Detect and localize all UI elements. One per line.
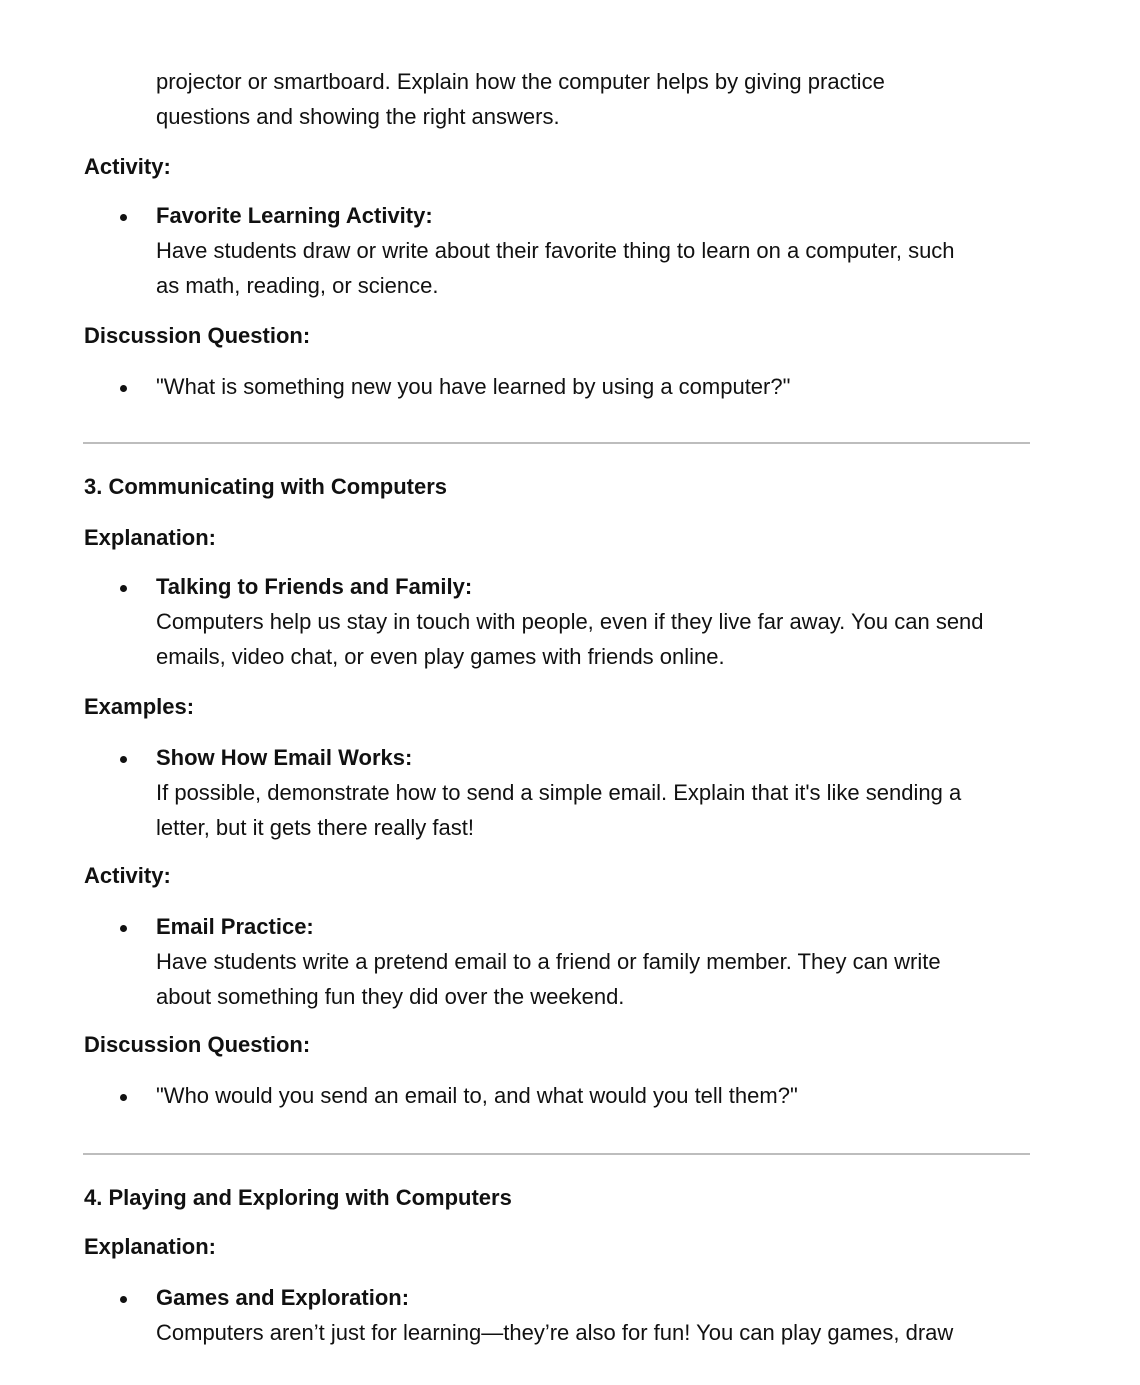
activity-heading: Activity: <box>84 863 171 888</box>
bullet-icon <box>120 756 127 763</box>
bullet-icon <box>120 214 127 221</box>
bullet-text: Computers help us stay in touch with people, even if they live far away. You can send <box>156 609 984 634</box>
section-divider <box>83 442 1030 444</box>
activity-heading: Activity: <box>84 154 171 179</box>
section-title: 3. Communicating with Computers <box>84 474 448 499</box>
bullet-text: about something fun they did over the weekend. <box>156 984 625 1009</box>
bullet-text: as math, reading, or science. <box>156 273 439 298</box>
bullet-icon <box>120 1094 127 1101</box>
bullet-text: If possible, demonstrate how to send a simple email. Explain that it's like sending a <box>156 780 962 805</box>
explanation-heading: Explanation: <box>84 1234 217 1259</box>
bullet-text: letter, but it gets there really fast! <box>156 815 474 840</box>
bullet-icon <box>120 1296 127 1303</box>
bullet-title: Favorite Learning Activity: <box>156 203 433 228</box>
examples-heading: Examples: <box>84 694 195 719</box>
continuation-line: questions and showing the right answers. <box>156 104 560 129</box>
bullet-title: Email Practice: <box>156 914 314 939</box>
discussion-heading: Discussion Question: <box>84 323 311 348</box>
bullet-title: Show How Email Works: <box>156 745 413 770</box>
discussion-heading: Discussion Question: <box>84 1032 311 1057</box>
discussion-question: "Who would you send an email to, and what would you tell them?" <box>156 1083 798 1108</box>
discussion-question: "What is something new you have learned by using a computer?" <box>156 374 791 399</box>
bullet-title: Talking to Friends and Family: <box>156 574 473 599</box>
bullet-text: Have students draw or write about their favorite thing to learn on a computer, such <box>156 238 955 263</box>
bullet-icon <box>120 385 127 392</box>
bullet-text: Have students write a pretend email to a friend or family member. They can write <box>156 949 941 974</box>
explanation-heading: Explanation: <box>84 525 217 550</box>
section-divider <box>83 1153 1030 1155</box>
section-title: 4. Playing and Exploring with Computers <box>84 1185 512 1210</box>
bullet-icon <box>120 585 127 592</box>
continuation-line: projector or smartboard. Explain how the computer helps by giving practice <box>156 69 885 94</box>
bullet-title: Games and Exploration: <box>156 1285 410 1310</box>
bullet-text: Computers aren’t just for learning—they’re also for fun! You can play games, draw <box>156 1320 954 1345</box>
bullet-text: emails, video chat, or even play games with friends online. <box>156 644 725 669</box>
bullet-icon <box>120 925 127 932</box>
